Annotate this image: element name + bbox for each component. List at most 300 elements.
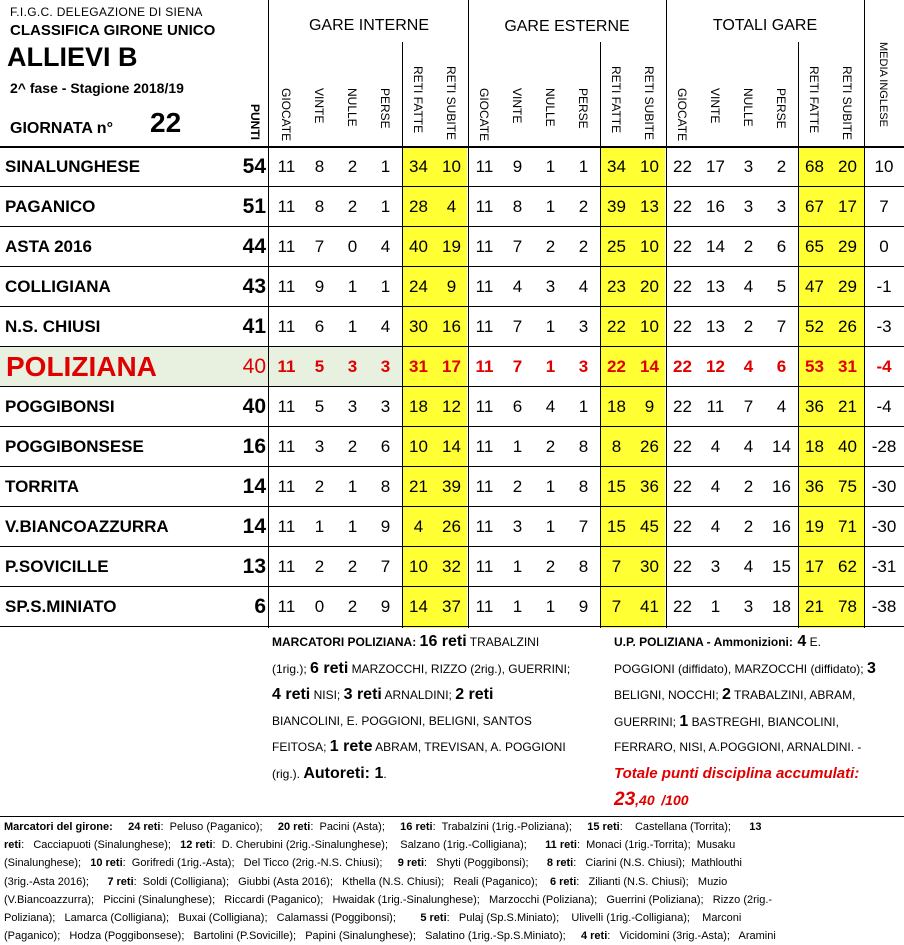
media-inglese: -28 <box>871 437 897 456</box>
stat-tot-3: 7 <box>776 317 787 336</box>
stat-tot-2: 2 <box>743 477 754 496</box>
table-row <box>0 347 904 387</box>
poliziana-scorers-segment: 1 rete <box>329 738 373 755</box>
stat-away-3: 1 <box>578 397 589 416</box>
stat-away-1: 6 <box>512 397 523 416</box>
stat-away-2: 1 <box>545 317 556 336</box>
stat-home-1: 2 <box>314 477 325 496</box>
stat-home-4: 31 <box>409 357 428 376</box>
stat-away-4: 34 <box>607 157 626 176</box>
poliziana-scorers-segment: 3 reti <box>343 686 382 703</box>
discipline-block <box>614 629 904 814</box>
stat-home-5: 19 <box>442 237 461 256</box>
stat-home-2: 1 <box>347 277 358 296</box>
team-name: N.S. CHIUSI <box>5 317 101 336</box>
stat-tot-4: 47 <box>805 277 824 296</box>
team-points: 51 <box>242 195 266 218</box>
stat-away-2: 2 <box>545 437 556 456</box>
girone-scorers-line <box>4 909 904 927</box>
stat-tot-1: 14 <box>706 237 725 256</box>
media-inglese: -38 <box>871 597 897 616</box>
team-name: COLLIGIANA <box>5 277 111 296</box>
stat-home-0: 11 <box>277 317 296 336</box>
stat-home-5: 16 <box>442 317 461 336</box>
girone-scorers-segment: 5 reti <box>420 912 447 925</box>
stat-away-0: 11 <box>475 397 494 416</box>
stat-tot-0: 22 <box>673 317 692 336</box>
stat-tot-3: 14 <box>772 437 791 456</box>
media-inglese: 7 <box>879 197 889 216</box>
stat-home-2: 1 <box>347 317 358 336</box>
stat-away-5: 13 <box>640 197 659 216</box>
team-name: SINALUNGHESE <box>5 157 141 176</box>
poliziana-scorers-segment: MARZOCCHI, RIZZO (2rig.), GUERRINI; <box>348 661 571 676</box>
stat-tot-1: 13 <box>706 317 725 336</box>
stat-home-4: 28 <box>409 197 428 216</box>
stat-tot-4: 21 <box>805 597 824 616</box>
team-name: TORRITA <box>5 477 79 496</box>
team-points: 6 <box>254 595 266 618</box>
stat-away-1: 7 <box>512 237 523 256</box>
poliziana-scorers-line <box>272 709 602 735</box>
discipline-segment: BELIGNI, NOCCHI; <box>614 688 723 702</box>
girone-scorers-segment: 13 <box>749 821 762 833</box>
stat-tot-1: 11 <box>706 397 725 416</box>
stat-away-1: 7 <box>512 357 523 376</box>
stat-tot-0: 22 <box>673 277 692 296</box>
discipline-label: U.P. POLIZIANA - Ammonizioni: <box>614 635 793 649</box>
stat-away-0: 11 <box>475 517 494 536</box>
stat-tot-5: 29 <box>838 237 857 256</box>
stat-away-5: 10 <box>640 317 659 336</box>
team-points: 41 <box>242 315 266 338</box>
stat-home-5: 12 <box>442 397 461 416</box>
stat-tot-3: 16 <box>772 477 791 496</box>
discipline-line <box>614 682 904 709</box>
discipline-segment: 4 <box>792 633 807 650</box>
media-inglese: 0 <box>879 237 889 256</box>
stat-tot-2: 4 <box>743 277 754 296</box>
stat-home-1: 8 <box>314 157 325 176</box>
stat-away-4: 18 <box>607 397 626 416</box>
team-name: POGGIBONSESE <box>5 437 144 456</box>
girone-scorers-segment: : Castellana (Torrita); <box>619 821 750 833</box>
subheader-home-5: RETI SUBITE <box>444 66 458 141</box>
stat-tot-2: 4 <box>743 357 754 376</box>
stat-away-3: 8 <box>578 557 589 576</box>
subheader-away-3: PERSE <box>576 88 590 129</box>
discipline-segment: GUERRINI; <box>614 714 680 729</box>
stat-tot-5: 78 <box>838 597 857 616</box>
stat-home-2: 3 <box>347 357 358 376</box>
stat-home-3: 8 <box>380 477 391 496</box>
stat-tot-2: 7 <box>743 397 754 416</box>
table-row <box>0 147 904 187</box>
stat-tot-3: 4 <box>776 397 787 416</box>
stat-home-3: 3 <box>380 397 391 416</box>
stat-home-0: 11 <box>277 157 296 176</box>
discipline-total-value <box>614 787 904 814</box>
phase-label: 2^ fase - Stagione 2018/19 <box>10 80 184 96</box>
stat-tot-5: 40 <box>838 437 857 456</box>
team-points: 14 <box>242 515 266 538</box>
poliziana-scorers-line <box>272 656 602 683</box>
girone-scorers-segment: reti <box>4 839 22 852</box>
discipline-line <box>614 735 904 761</box>
girone-scorers-segment: : Gorifredi (1rig.-Asta); Del Ticco (2rig.-N.S. Chiusi); <box>122 857 398 870</box>
stat-tot-2: 4 <box>743 557 754 576</box>
stat-tot-3: 18 <box>772 597 791 616</box>
stat-away-0: 11 <box>475 317 494 336</box>
team-name: SP.S.MINIATO <box>5 597 117 616</box>
media-inglese: -3 <box>876 317 892 336</box>
team-points: 13 <box>242 555 266 578</box>
stat-home-2: 1 <box>347 517 358 536</box>
stat-away-2: 1 <box>545 597 556 616</box>
stat-away-4: 15 <box>607 517 626 536</box>
federation-label: F.I.G.C. DELEGAZIONE DI SIENA <box>10 5 203 19</box>
stat-home-1: 0 <box>314 597 325 616</box>
subheader-tot-0: GIOCATE <box>675 88 689 142</box>
girone-scorers-segment: 12 reti <box>180 839 213 852</box>
stat-away-4: 8 <box>611 437 622 456</box>
stat-home-4: 10 <box>409 557 428 576</box>
stat-tot-4: 65 <box>805 237 824 256</box>
stat-tot-0: 22 <box>673 357 692 376</box>
discipline-total-decimal: ,40 <box>635 791 655 808</box>
subheader-away-0: GIOCATE <box>477 88 491 142</box>
table-row <box>0 587 904 627</box>
girone-scorers-segment: : Ciarini (N.S. Chiusi); Mathlouthi <box>573 857 742 870</box>
discipline-total-label: Totale punti disciplina accumulati: <box>614 764 860 782</box>
stat-home-4: 21 <box>409 477 428 496</box>
stat-home-2: 3 <box>347 397 358 416</box>
girone-scorers-segment: : Soldi (Colligiana); Giubbi (Asta 2016); Kthella (N.S. Chiusi); Reali (Paganico); <box>133 875 550 888</box>
stat-home-5: 4 <box>446 197 457 216</box>
stat-home-0: 11 <box>277 597 296 616</box>
stat-home-5: 14 <box>442 437 461 456</box>
stat-home-4: 18 <box>409 397 428 416</box>
discipline-segment: E. <box>806 635 821 649</box>
media-inglese: -1 <box>876 277 892 296</box>
team-points: 14 <box>242 475 266 498</box>
girone-scorers-segment: : Cacciapuoti (Sinalunghese); <box>21 839 181 852</box>
category-title: ALLIEVI B <box>7 42 138 72</box>
discipline-total-number: 23 <box>614 788 636 810</box>
stat-tot-0: 22 <box>673 517 692 536</box>
stat-tot-5: 29 <box>838 277 857 296</box>
stat-away-1: 9 <box>512 157 523 176</box>
girone-scorers-line <box>4 854 904 872</box>
stat-tot-0: 22 <box>673 557 692 576</box>
poliziana-scorers <box>272 629 602 787</box>
stat-away-4: 7 <box>611 557 622 576</box>
discipline-segment: TRABALZINI, ABRAM, <box>730 688 856 702</box>
team-points: 16 <box>242 435 266 458</box>
stat-home-1: 5 <box>314 397 325 416</box>
subheader-tot-4: RETI FATTE <box>807 66 821 134</box>
stat-tot-4: 36 <box>805 397 824 416</box>
stat-home-3: 4 <box>380 237 391 256</box>
stat-away-4: 22 <box>607 357 626 376</box>
table-row <box>0 427 904 467</box>
media-inglese: -31 <box>871 557 897 576</box>
stat-tot-5: 17 <box>838 197 857 216</box>
stat-tot-3: 6 <box>776 357 787 376</box>
subheader-away-2: NULLE <box>543 88 557 127</box>
stat-home-4: 40 <box>409 237 428 256</box>
girone-scorers-segment: 24 reti <box>128 821 161 833</box>
poliziana-scorers-segment: 6 reti <box>310 659 349 677</box>
stat-tot-5: 62 <box>838 557 857 576</box>
stat-home-1: 5 <box>314 357 325 376</box>
stat-away-1: 2 <box>512 477 523 496</box>
stat-tot-0: 22 <box>673 157 692 176</box>
discipline-line <box>614 629 904 656</box>
stat-home-2: 0 <box>347 237 358 256</box>
stat-away-4: 39 <box>607 197 626 216</box>
team-points: 44 <box>242 235 266 258</box>
stat-tot-0: 22 <box>673 437 692 456</box>
stat-tot-5: 20 <box>838 157 857 176</box>
stat-tot-1: 4 <box>710 477 721 496</box>
stat-home-5: 37 <box>442 597 461 616</box>
girone-scorers-segment: (Sinalunghese); <box>4 857 91 870</box>
stat-away-1: 1 <box>512 437 523 456</box>
stat-home-4: 10 <box>409 437 428 456</box>
stat-tot-0: 22 <box>673 237 692 256</box>
discipline-segment: POGGIONI (diffidato), MARZOCCHI (diffidato); <box>614 661 867 676</box>
poliziana-scorers-segment: NISI; <box>310 688 344 702</box>
girone-scorers-line <box>4 818 904 836</box>
stat-home-0: 11 <box>277 397 296 416</box>
team-name: POGGIBONSI <box>5 397 115 416</box>
stat-home-0: 11 <box>277 557 296 576</box>
stat-home-1: 2 <box>314 557 325 576</box>
stat-home-0: 11 <box>277 517 296 536</box>
media-header: MEDIA INGLESE <box>877 42 889 127</box>
stat-home-1: 1 <box>314 517 325 536</box>
stat-away-0: 11 <box>475 197 494 216</box>
discipline-segment: BASTREGHI, BIANCOLINI, <box>688 714 839 729</box>
girone-scorers <box>4 818 904 945</box>
stat-tot-2: 3 <box>743 597 754 616</box>
table-row <box>0 227 904 267</box>
team-name: V.BIANCOAZZURRA <box>5 517 169 536</box>
discipline-segment: 3 <box>866 659 876 677</box>
stat-away-4: 7 <box>611 597 622 616</box>
stat-home-3: 3 <box>380 357 391 376</box>
stat-away-3: 8 <box>578 477 589 496</box>
media-inglese: 10 <box>874 157 894 176</box>
girone-scorers-line <box>4 891 904 909</box>
media-inglese: -4 <box>876 397 892 416</box>
stat-home-4: 4 <box>413 517 424 536</box>
stat-away-2: 1 <box>545 357 556 376</box>
stat-away-0: 11 <box>475 277 494 296</box>
stat-home-3: 1 <box>380 197 391 216</box>
girone-scorers-segment: 6 reti <box>549 875 577 888</box>
table-row <box>0 307 904 347</box>
poliziana-scorers-line <box>272 734 602 761</box>
stat-tot-1: 3 <box>710 557 721 576</box>
stat-home-3: 4 <box>380 317 391 336</box>
stat-tot-2: 2 <box>743 317 754 336</box>
subheader-away-5: RETI SUBITE <box>642 66 656 141</box>
stat-home-2: 2 <box>347 197 358 216</box>
team-name: ASTA 2016 <box>5 237 92 256</box>
subheader-home-4: RETI FATTE <box>411 66 425 134</box>
poliziana-scorers-segment: . <box>383 766 387 781</box>
discipline-segment: 1 <box>679 712 689 730</box>
girone-scorers-segment: 20 reti <box>277 821 311 833</box>
stat-tot-4: 68 <box>805 157 824 176</box>
girone-scorers-segment: : Pacini (Asta); <box>310 821 401 833</box>
poliziana-scorers-segment: (1rig.); <box>272 661 311 676</box>
stat-home-4: 24 <box>409 277 428 296</box>
girone-scorers-line <box>4 927 904 945</box>
girone-scorers-segment: : Pulaj (Sp.S.Miniato); Ulivelli (1rig.-Colligiana); Marconi <box>446 912 742 925</box>
stat-tot-1: 13 <box>706 277 725 296</box>
stat-home-1: 9 <box>314 277 325 296</box>
stat-away-3: 2 <box>578 197 589 216</box>
poliziana-scorers-segment: 4 reti <box>272 686 311 703</box>
stat-away-3: 2 <box>578 237 589 256</box>
stat-away-4: 23 <box>607 277 626 296</box>
stat-tot-1: 1 <box>710 597 721 616</box>
girone-scorers-line <box>4 836 904 854</box>
stat-tot-4: 18 <box>805 437 824 456</box>
stat-away-2: 1 <box>545 197 556 216</box>
stat-home-3: 9 <box>380 517 391 536</box>
stat-away-1: 1 <box>512 597 523 616</box>
stat-away-0: 11 <box>475 557 494 576</box>
stat-away-2: 2 <box>545 237 556 256</box>
poliziana-scorers-segment: (rig.). <box>272 766 304 781</box>
stat-away-1: 4 <box>512 277 523 296</box>
stat-home-0: 11 <box>277 237 296 256</box>
discipline-segment: FERRARO, NISI, A.POGGIONI, ARNALDINI. - <box>614 740 862 754</box>
poliziana-scorers-line <box>272 761 602 788</box>
stat-away-5: 36 <box>640 477 659 496</box>
stat-away-3: 9 <box>578 597 589 616</box>
stat-tot-2: 4 <box>743 437 754 456</box>
stat-tot-1: 17 <box>706 157 725 176</box>
stat-home-1: 8 <box>314 197 325 216</box>
table-title: CLASSIFICA GIRONE UNICO <box>10 22 216 39</box>
girone-scorers-segment: : Monaci (1rig.-Torrita); Musaku <box>576 839 736 852</box>
discipline-line <box>614 656 904 683</box>
stat-home-5: 26 <box>442 517 461 536</box>
stat-home-3: 1 <box>380 157 391 176</box>
stat-away-1: 1 <box>512 557 523 576</box>
stat-tot-1: 4 <box>710 437 721 456</box>
stat-away-2: 1 <box>545 517 556 536</box>
poliziana-scorers-segment: TRABALZINI <box>466 635 540 649</box>
stat-tot-4: 67 <box>805 197 824 216</box>
stat-away-4: 25 <box>607 237 626 256</box>
stat-tot-0: 22 <box>673 397 692 416</box>
stat-home-3: 1 <box>380 277 391 296</box>
discipline-segment: 2 <box>722 686 731 703</box>
stat-home-1: 7 <box>314 237 325 256</box>
team-name: P.SOVICILLE <box>5 557 109 576</box>
stat-away-2: 1 <box>545 157 556 176</box>
group-away-header: GARE ESTERNE <box>504 18 630 35</box>
table-row <box>0 467 904 507</box>
table-row <box>0 547 904 587</box>
stat-away-3: 4 <box>578 277 589 296</box>
stat-home-0: 11 <box>277 277 296 296</box>
scorers-rule <box>0 816 904 817</box>
subheader-tot-2: NULLE <box>741 88 755 127</box>
girone-scorers-segment: 11 reti <box>545 839 577 852</box>
stat-away-3: 1 <box>578 157 589 176</box>
media-inglese: -30 <box>871 517 897 536</box>
stat-tot-4: 36 <box>805 477 824 496</box>
media-inglese: -30 <box>871 477 897 496</box>
stat-tot-4: 53 <box>805 357 824 376</box>
stat-away-2: 1 <box>545 477 556 496</box>
stat-tot-3: 16 <box>772 517 791 536</box>
girone-scorers-line <box>4 873 904 891</box>
subheader-tot-3: PERSE <box>774 88 788 129</box>
group-total-header: TOTALI GARE <box>712 17 818 34</box>
subheader-away-1: VINTE <box>510 88 524 124</box>
stat-home-3: 6 <box>380 437 391 456</box>
team-name: POLIZIANA <box>6 351 157 382</box>
poliziana-scorers-segment: 16 reti <box>419 633 467 650</box>
stat-away-3: 3 <box>578 317 589 336</box>
stat-away-5: 14 <box>640 357 659 376</box>
table-row <box>0 267 904 307</box>
team-points: 40 <box>242 355 266 378</box>
stat-home-5: 9 <box>446 277 457 296</box>
girone-scorers-segment: (3rig.-Asta 2016); <box>4 875 108 888</box>
girone-scorers-segment: (Paganico); Hodza (Poggibonsese); Bartolini (P.Sovicille); Papini (Sinalunghese); Salatino (1rig.-Sp.S.Miniato); <box>4 930 581 943</box>
stat-away-5: 30 <box>640 557 659 576</box>
stat-away-0: 11 <box>475 157 494 176</box>
poliziana-scorers-segment: ARNALDINI; <box>381 688 456 702</box>
stat-home-2: 1 <box>347 477 358 496</box>
stat-tot-1: 4 <box>710 517 721 536</box>
stat-away-4: 15 <box>607 477 626 496</box>
stat-tot-5: 71 <box>838 517 857 536</box>
stat-home-4: 34 <box>409 157 428 176</box>
subheader-home-0: GIOCATE <box>279 88 293 142</box>
stat-tot-5: 31 <box>838 357 857 376</box>
stat-away-0: 11 <box>475 237 494 256</box>
stat-away-2: 2 <box>545 557 556 576</box>
stat-home-2: 2 <box>347 597 358 616</box>
stat-home-5: 10 <box>442 157 461 176</box>
stat-tot-3: 5 <box>776 277 787 296</box>
stat-tot-3: 15 <box>772 557 791 576</box>
stat-away-2: 3 <box>545 277 556 296</box>
girone-scorers-segment: : Peluso (Paganico); <box>160 821 278 833</box>
stat-away-2: 4 <box>545 397 556 416</box>
stat-away-1: 8 <box>512 197 523 216</box>
stat-away-0: 11 <box>475 357 494 376</box>
table-row <box>0 187 904 227</box>
team-points: 40 <box>242 395 266 418</box>
girone-scorers-segment: 4 reti <box>580 930 608 943</box>
stat-away-1: 3 <box>512 517 523 536</box>
subheader-tot-5: RETI SUBITE <box>840 66 854 141</box>
stat-away-3: 8 <box>578 437 589 456</box>
girone-scorers-segment: Marcatori del girone: <box>4 821 113 833</box>
stat-away-4: 22 <box>607 317 626 336</box>
